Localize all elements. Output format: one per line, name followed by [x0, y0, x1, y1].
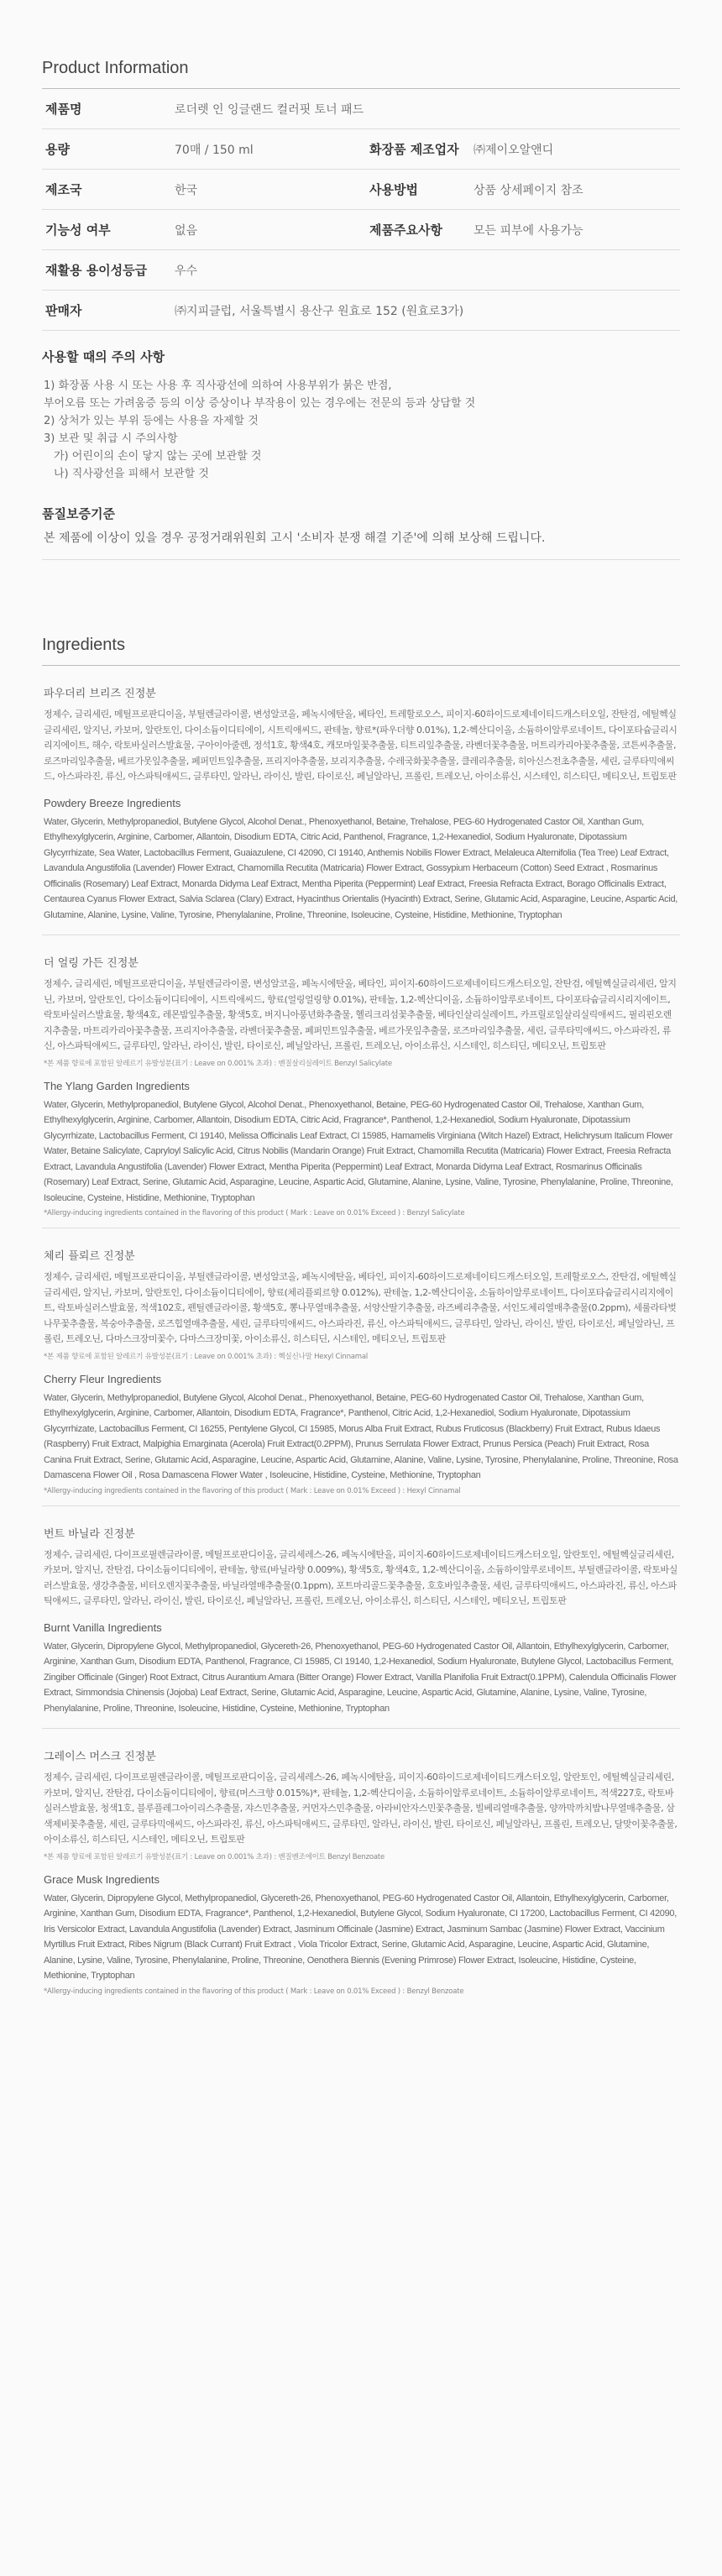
info-row-volume [42, 129, 680, 170]
allergy-note-en: *Allergy-inducing ingredients contained in the flavoring of this product ( Mark : Leave on 0.01% Exceed ) : Hexyl Cinnamal [44, 1486, 461, 1495]
product-info-table [42, 89, 680, 331]
caution-line: 2) 상처가 있는 부위 등에는 사용을 자제할 것 [44, 415, 259, 427]
info-row-country [42, 170, 680, 210]
info-value: 한국 [175, 183, 198, 197]
info-value: 모든 피부에 사용가능 [473, 223, 583, 238]
ingredients-divider [42, 665, 680, 666]
ingredient-en-list: Water, Glycerin, Methylpropanediol, Butylene Glycol, Alcohol Denat., Phenoxyethanol, Betaine, PEG-60 Hydrogenated Castor Oil, Trehalose, Xanthan Gum, Ethylhexylglycerin, Arginine, Carbomer, Allantoin, Disodium EDTA, Fragrance*, Panthenol, Citric Acid, 1,2-Hexanediol, Sodium Hyaluronate, Dipotassium Glycyrrhizate, Lactobacillus Ferment, CI 16255, Pentylene Glycol, CI 15985, Morus Alba Fruit Extract, Rubus Fruticosus (Blackberry) Fruit Extract, Rubus Idaeus (Raspberry) Fruit Extract, Malpighia Emarginata (Acerola) Fruit Extract(0.2PPM), Prunus Serrulata Flower Extract, Prunus Persica (Peach) Fruit Extract, Rosa Canina Fruit Extract, Serine, Glutamic Acid, Asparagine, Leucine, Aspartic Acid, Glutamine, Alanine, Valine, Lysine, Tyrosine, Phenylalanine, Proline, Threonine, Rosa Damascena Flower Oil , Rosa Damascena Flower Water , Isoleucine, Histidine, Cysteine, Methionine, Tryptophan [44, 1392, 678, 1480]
ingredient-ko-title: 번트 바닐라 진정분 [44, 1527, 135, 1541]
info-value: 없음 [175, 223, 198, 238]
caution-line: 부어오름 또는 가려움증 등의 이상 증상이나 부작용이 있는 경우에는 전문의 등과 상담할 것 [44, 397, 476, 410]
caution-title: 사용할 때의 주의 사항 [42, 349, 165, 364]
info-value: 로더렛 인 잉글랜드 컬러핏 토너 패드 [175, 102, 364, 117]
allergy-note-ko: *본 제품 향료에 포함된 알레르기 유발성분(표기 : Leave on 0.001% 초과) : 벤질살리실레이트 Benzyl Salicylate [44, 1059, 392, 1068]
ingredient-block-burnt-vanilla [42, 1525, 680, 1730]
allergy-note-en: *Allergy-inducing ingredients contained in the flavoring of this product ( Mark : Leave on 0.01% Exceed ) : Benzyl Benzoate [44, 1987, 464, 1996]
info-row-seller [42, 291, 680, 331]
ingredient-ko-title: 더 얼링 가든 진정분 [44, 957, 139, 970]
ingredient-en-title: The Ylang Garden Ingredients [44, 1079, 190, 1092]
info-key: 제품주요사항 [369, 223, 442, 238]
info-value: 70매 / 150 ml [175, 143, 254, 157]
ingredient-ko-list: 정제수, 글리세린, 메틸프로판디이올, 부틸렌글라이콜, 변성알코올, 페녹시에탄올, 베타인, 피이지-60하이드로제네이티드캐스터오일, 잔탄검, 에틸헥실글리세린, 알지닌, 카보머, 알란토인, 다이소듐이디티에이, 시트릭애씨드, 향료(얼링얼링향 0.01%), 판테놀, 1,2-헥산디이올, 소듐하이알루로네이트, 다이포타슘글리시리지에이트, 락토바실러스발효물, 황색4호, 레몬밤잎추출물, 황색5호, 버지니아풍년화추출물, 헬리크리섬꽃추출물, 베타인살리실레이트, 카프릴로일살리실릭애씨드, 필리핀오렌지추출물, 마트리카리아꽃추출물, 프리지아추출물, 라벤더꽃추출물, 페퍼민트잎추출물, 베르가못잎추출물, 로즈마리잎추출물, 세린, 글루타믹애씨드, 아스파라진, 류신, 아스파틱애씨드, 글루타민, 알라닌, 라이신, 발린, 타이로신, 페닐알라닌, 프롤린, 트레오닌, 아이소류신, 시스테인, 히스티딘, 메티오닌, 트립토판 [44, 978, 677, 1051]
ingredient-block-cherry-fleur [42, 1247, 680, 1506]
info-row-name [42, 89, 680, 129]
ingredient-ko-list: 정제수, 글리세린, 다이프로필렌글라이콜, 메틸프로판디이올, 글리세레스-26, 페녹시에탄올, 피이지-60하이드로제네이티드캐스터오일, 알란토인, 에틸헥실글리세린, 카보머, 알지닌, 잔탄검, 다이소듐이디티에이, 향료(머스크향 0.015%)*, 판테놀, 1,2-헥산디이올, 소듐하이알루로네이트, 소듐하이알루로네이트, 적색227호, 락토바실러스발효물, 청색1호, 블루플레그아이리스추출물, 쟈스민추출물, 커먼자스민추출물, 아라비안자스민꽃추출물, 빌베리열매추출물, 양까막까치밥나무열매추출물, 삼색제비꽃추출물, 세린, 글루타믹애씨드, 아스파라진, 류신, 아스파틱애씨드, 글루타민, 알라닌, 라이신, 발린, 타이로신, 페닐알라닌, 프롤린, 트레오닌, 달맞이꽃추출물, 아이소류신, 히스티딘, 시스테인, 메티오닌, 트립토판 [44, 1772, 678, 1845]
caution-line: 가) 어린이의 손이 닿지 않는 곳에 보관할 것 [54, 450, 262, 463]
guarantee-title: 품질보증기준 [42, 506, 115, 521]
info-key: 기능성 여부 [45, 223, 111, 238]
info-key: 용량 [45, 142, 70, 157]
ingredient-block-powdery-breeze [42, 684, 680, 935]
caution-line: 나) 직사광선을 피해서 보관할 것 [54, 468, 209, 480]
ingredient-ko-list: 정제수, 글리세린, 다이프로필렌글라이콜, 메틸프로판디이올, 글리세레스-26, 페녹시에탄올, 피이지-60하이드로제네이티드캐스터오일, 알란토인, 에틸헥실글리세린, 카보머, 알지닌, 잔탄검, 다이소듐이디티에이, 판테놀, 향료(바닐라향 0.009%), 황색5호, 황색4호, 1,2-헥산디이올, 소듐하이알루로네이트, 부틸렌글라이콜, 락토바실러스발효물, 생강추출물, 비터오렌지꽃추출물, 바닐라열매추출물(0.1ppm), 포트마리골드꽃추출물, 호호바잎추출물, 세린, 글루타믹애씨드, 아스파라진, 류신, 아스파틱애씨드, 글루타민, 알라닌, 라이신, 발린, 타이로신, 페닐알라닌, 프롤린, 트레오닌, 아이소류신, 히스티딘, 시스테인, 메티오닌, 트립토판 [44, 1548, 678, 1606]
ingredient-ko-title: 파우더리 브리즈 진정분 [44, 688, 156, 700]
ingredient-en-title: Burnt Vanilla Ingredients [44, 1620, 162, 1634]
info-value: 우수 [175, 264, 198, 278]
caution-line: 3) 보관 및 취급 시 주의사항 [44, 432, 178, 445]
allergy-note-ko: *본 제품 향료에 포함된 알레르기 유발성분(표기 : Leave on 0.001% 초과) : 벤질벤조에이트 Benzyl Benzoate [44, 1852, 385, 1861]
info-key: 판매자 [45, 303, 82, 318]
allergy-note-ko: *본 제품 향료에 포함된 알레르기 유발성분(표기 : Leave on 0.001% 초과) : 헥실신나말 Hexyl Cinnamal [44, 1352, 369, 1361]
ingredient-en-title: Powdery Breeze Ingredients [44, 796, 181, 809]
ingredient-ko-list: 정제수, 글리세린, 메틸프로판디이올, 부틸렌글라이콜, 변성알코올, 페녹시에탄올, 베타인, 피이지-60하이드로제네이티드캐스터오일, 트레할로오스, 잔탄검, 에틸헥실글리세린, 알지닌, 카보머, 알란토인, 다이소듐이디티에이, 향료(체리플뢰르향 0.012%), 판테놀, 1,2-헥산디이올, 소듐하이알루로네이트, 다이포타슘글리시리지에이트, 락토바실러스발효물, 적색102호, 펜틸렌글라이콜, 황색5호, 뽕나무열매추출물, 서양산딸기추출물, 라즈베리추출물, 서인도체리열매추출물(0.2ppm), 세룰라타벚나무꽃추출물, 복숭아추출물, 로즈힙열매추출물, 세린, 글루타믹애씨드, 아스파라진, 류신, 아스파틱애씨드, 글루타민, 알라닌, 라이신, 발린, 타이로신, 페닐알라닌, 프롤린, 트레오닌, 다마스크장미꽃수, 다마스크장미꽃, 아이소류신, 히스티딘, 시스테인, 메티오닌, 트립토판 [44, 1271, 677, 1344]
info-row-recycle [42, 250, 680, 291]
ingredient-en-list: Water, Glycerin, Dipropylene Glycol, Methylpropanediol, Glycereth-26, Phenoxyethanol, PEG-60 Hydrogenated Castor Oil, Allantoin, Ethylhexylglycerin, Carbomer, Arginine, Xanthan Gum, Disodium EDTA, Panthenol, Fragrance, CI 15985, CI 19140, 1,2-Hexanediol, Sodium Hyaluronate, Butylene Glycol, Lactobacillus Ferment, Zingiber Officinale (Ginger) Root Extract, Citrus Aurantium Amara (Bitter Orange) Flower Extract, Vanilla Planifolia Fruit Extract(0.1PPM), Calendula Officinalis Flower Extract, Simmondsia Chinensis (Jojoba) Leaf Extract, Serine, Glutamic Acid, Asparagine, Leucine, Aspartic Acid, Glutamine, Alanine, Lysine, Valine, Tyrosine, Phenylalanine, Proline, Threonine, Isoleucine, Histidine, Cysteine, Methionine, Tryptophan [44, 1641, 677, 1714]
ingredient-ko-title: 그레이스 머스크 진정분 [44, 1751, 156, 1763]
caution-list [42, 377, 680, 483]
ingredient-ko-title: 체리 플뢰르 진정분 [44, 1250, 135, 1263]
allergy-note-en: *Allergy-inducing ingredients contained in the flavoring of this product ( Mark : Leave on 0.01% Exceed ) : Benzyl Salicylate [44, 1209, 465, 1217]
ingredient-en-list: Water, Glycerin, Methylpropanediol, Butylene Glycol, Alcohol Denat., Phenoxyethanol, Betaine, Trehalose, PEG-60 Hydrogenated Castor Oil, Xanthan Gum, Ethylhexylglycerin, Arginine, Carbomer, Allantoin, Disodium EDTA, Citric Acid, Panthenol, Fragrance, 1,2-Hexanediol, Sodium Hyaluronate, Dipotassium Glycyrrhizate, Sea Water, Lactobacillus Ferment, Guaiazulene, CI 42090, CI 19140, Anthemis Nobilis Flower Extract, Melaleuca Alternifolia (Tea Tree) Leaf Extract, Lavandula Angustifolia (Lavender) Flower Extract, Chamomilla Recutita (Matricaria) Flower Extract, Gossypium Herbaceum (Cotton) Seed Extract , Rosmarinus Officinalis (Rosemary) Leaf Extract, Monarda Didyma Leaf Extract, Mentha Piperita (Peppermint) Leaf Extract, Freesia Refracta Extract, Borago Officinalis Extract, Centaurea Cyanus Flower Extract, Salvia Sclarea (Clary) Extract, Hyacinthus Orientalis (Hyacinth) Extract, Serine, Glutamic Acid, Asparagine, Leucine, Aspartic Acid, Glutamine, Alanine, Lysine, Valine, Tyrosine, Phenylalanine, Proline, Threonine, Isoleucine, Cysteine, Histidine, Methionine, Tryptophan [44, 816, 678, 920]
ingredient-en-list: Water, Glycerin, Methylpropanediol, Butylene Glycol, Alcohol Denat., Phenoxyethanol, Betaine, PEG-60 Hydrogenated Castor Oil, Trehalose, Xanthan Gum, Ethylhexylglycerin, Arginine, Carbomer, Allantoin, Disodium EDTA, Citric Acid, Fragrance*, Panthenol, 1,2-Hexanediol, Sodium Hyaluronate, Dipotassium Glycyrrhizate, Lactobacillus Ferment, CI 19140, Melissa Officinalis Leaf Extract, CI 15985, Hamamelis Virginiana (Witch Hazel) Extract, Helichrysum Italicum Flower Water, Betaine Salicylate, Capryloyl Salicylic Acid, Citrus Nobilis (Mandarin Orange) Fruit Extract, Chamomilla Recutita (Matricaria) Flower Extract, Freesia Refracta Extract, Lavandula Angustifolia (Lavender) Flower Extract, Mentha Piperita (Peppermint) Leaf Extract, Monarda Didyma Leaf Extract, Rosmarinus Officinalis (Rosemary) Leaf Extract, Serine, Glutamic Acid, Asparagine, Leucine, Aspartic Acid, Glutamine, Alanine, Lysine, Valine, Tyrosine, Phenylalanine, Proline, Threonine, Isoleucine, Cysteine, Histidine, Methionine, Tryptophan [44, 1099, 673, 1203]
info-row-functional [42, 210, 680, 250]
info-value: ㈜제이오알앤디 [473, 143, 554, 157]
info-key: 제조국 [45, 182, 82, 197]
ingredient-block-ylang-garden [42, 954, 680, 1228]
ingredient-en-title: Grace Musk Ingredients [44, 1872, 160, 1886]
info-value: ㈜지피클럽, 서울특별시 용산구 원효로 152 (원효로3가) [175, 304, 464, 318]
caution-line: 1) 화장품 사용 시 또는 사용 후 직사광선에 의하여 사용부위가 붉은 반점, [44, 380, 392, 392]
ingredients-title: Ingredients [42, 636, 125, 654]
info-value: 상품 상세페이지 참조 [473, 183, 583, 197]
ingredient-ko-list: 정제수, 글리세린, 메틸프로판디이올, 부틸렌글라이콜, 변성알코올, 페녹시에탄올, 베타인, 트레할로오스, 피이지-60하이드로제네이티드캐스터오일, 잔탄검, 에틸헥실글리세린, 알지닌, 카보머, 알란토인, 다이소듐이디티에이, 시트릭애씨드, 판테놀, 향료*(파우더향 0.01%), 1,2-헥산디이올, 소듐하이알루로네이트, 다이포타슘글리시리지에이트, 해수, 락토바실러스발효물, 구아이아줄렌, 정석1호, 황색4호, 캐모마일꽃추출물, 티트리잎추출물, 라벤더꽃추출물, 머트리카리아꽃추출물, 코튼씨추출물, 로즈마리잎추출물, 베르가못잎추출물, 페퍼민트잎추출물, 프리지아추출물, 보리지추출물, 수레국화꽃추출물, 클레리추출물, 히아신스전초추출물, 세린, 글루타믹애씨드, 아스파라진, 류신, 아스파틱애씨드, 글루타민, 알라닌, 라이신, 발린, 타이로신, 페닐알라닌, 프롤린, 트레오닌, 아이소류신, 시스테인, 히스티딘, 메티오닌, 트립토판 [44, 709, 678, 782]
ingredient-en-list: Water, Glycerin, Dipropylene Glycol, Methylpropanediol, Glycereth-26, Phenoxyethanol, PEG-60 Hydrogenated Castor Oil, Allantoin, Ethylhexylglycerin, Carbomer, Arginine, Xanthan Gum, Disodium EDTA, Fragrance*, Panthenol, 1,2-Hexanediol, Butylene Glycol, Sodium Hyaluronate, CI 17200, Lactobacillus Ferment, CI 42090, Iris Versicolor Extract, Lavandula Angustifolia (Lavender) Extract, Jasminum Officinale (Jasmine) Extract, Jasminum Sambac (Jasmine) Flower Extract, Vaccinium Myrtillus Fruit Extract, Ribes Nigrum (Black Currant) Fruit Extract , Viola Tricolor Extract, Serine, Glutamic Acid, Asparagine, Leucine, Aspartic Acid, Glutamine, Alanine, Lysine, Valine, Tyrosine, Phenylalanine, Proline, Threonine, Oenothera Biennis (Evening Primrose) Flower Extract, Isoleucine, Histidine, Cysteine, Methionine, Tryptophan [44, 1893, 677, 1981]
info-key: 화장품 제조업자 [369, 142, 459, 157]
ingredient-block-grace-musk [42, 1747, 680, 1996]
info-key: 재활용 용이성등급 [45, 263, 148, 278]
info-key: 제품명 [45, 102, 82, 117]
ingredient-en-title: Cherry Fleur Ingredients [44, 1372, 162, 1385]
info-key: 사용방법 [369, 182, 418, 197]
guarantee-text: 본 제품에 이상이 있을 경우 공정거래위원회 고시 '소비자 분쟁 해결 기준'에 의해 보상해 드립니다. [42, 527, 680, 560]
product-info-title: Product Information [42, 59, 189, 77]
